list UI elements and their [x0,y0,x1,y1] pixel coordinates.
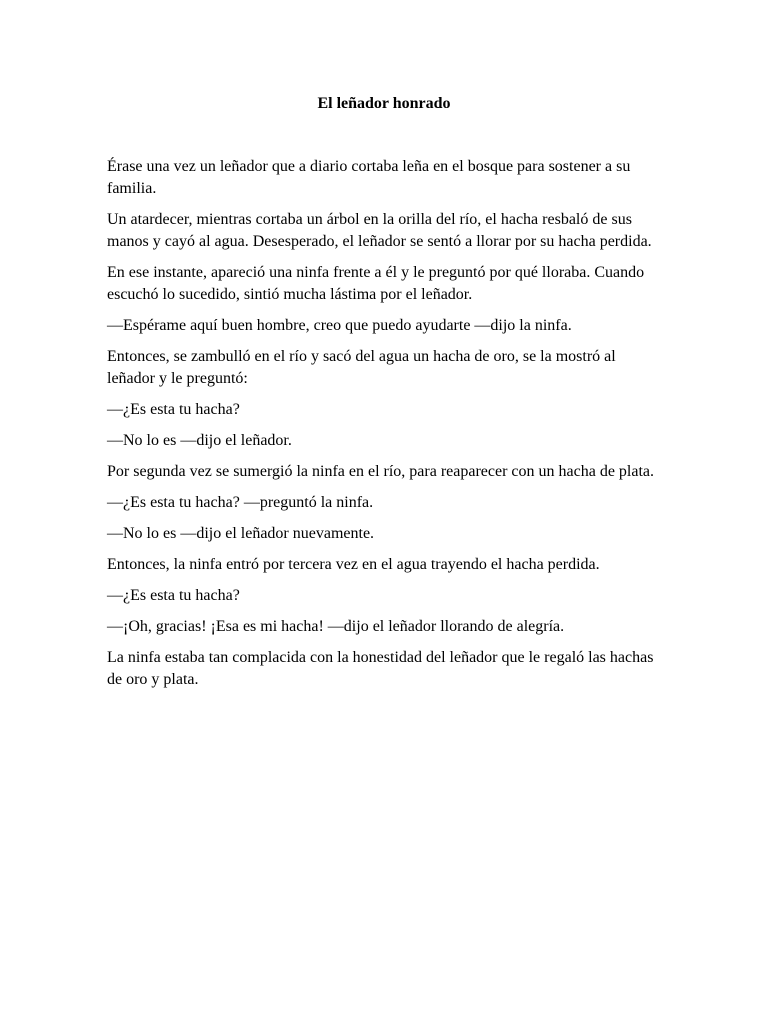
paragraph: Entonces, se zambulló en el río y sacó del agua un hacha de oro, se la mostró al leñador y le preguntó: [107,348,616,387]
document-body [107,156,662,700]
dialogue-line: —¿Es esta tu hacha? [107,587,240,604]
dialogue-line: —No lo es —dijo el leñador. [107,432,292,449]
dialogue-line: —¿Es esta tu hacha? —preguntó la ninfa. [107,494,374,511]
dialogue-line: —Espérame aquí buen hombre, creo que puedo ayudarte —dijo la ninfa. [107,317,572,334]
paragraph: La ninfa estaba tan complacida con la honestidad del leñador que le regaló las hachas de oro y plata. [107,649,654,688]
paragraph: Un atardecer, mientras cortaba un árbol en la orilla del río, el hacha resbaló de sus manos y cayó al agua. Desesperado, el leñador se sentó a llorar por su hacha perdida. [107,211,652,250]
dialogue-line: —¡Oh, gracias! ¡Esa es mi hacha! —dijo el leñador llorando de alegría. [107,618,565,635]
paragraph: En ese instante, apareció una ninfa frente a él y le preguntó por qué lloraba. Cuando escuchó lo sucedido, sintió mucha lástima por el leñador. [107,264,645,303]
paragraph: Entonces, la ninfa entró por tercera vez en el agua trayendo el hacha perdida. [107,556,600,573]
document-title: El leñador honrado [317,95,451,112]
dialogue-line: —¿Es esta tu hacha? [107,401,240,418]
dialogue-line: —No lo es —dijo el leñador nuevamente. [107,525,375,542]
paragraph: Érase una vez un leñador que a diario cortaba leña en el bosque para sostener a su familia. [107,158,631,197]
paragraph: Por segunda vez se sumergió la ninfa en el río, para reaparecer con un hacha de plata. [107,463,655,480]
